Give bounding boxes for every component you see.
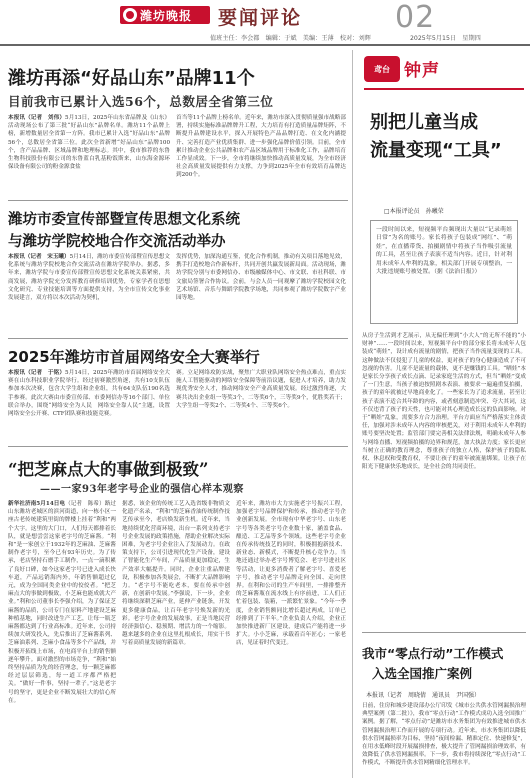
story1-body-col1 (8, 114, 170, 196)
commentary-headline-line1: 别把儿童当成 (370, 112, 478, 133)
story4-byline: 新华社济南5月14日电 (8, 501, 66, 507)
story3-text-col1: 5月14日，2025年潍坊市首届网络安全大赛在山东科技职业学院举行。经过初赛激烈角逐，共有10支队伍参加本次决赛，包含大学生组和企业组，共有64支队伍190名选手参赛。此次大赛由市委宣传部、市委网信办等16个部门、单位联合举办，围绕“网络安全为人民 网络安全靠人民”主题，设置网络安全公开赛、CTF团队赛和技能竞赛。 (8, 370, 170, 418)
story-separator (362, 632, 526, 633)
story2-headline-line2: 与潍坊学院校地合作交流活动举办 (8, 234, 226, 250)
story-separator (8, 446, 348, 447)
story4-body-col1 (8, 500, 116, 782)
staff-credits: 值班主任：李会都 编辑：于斌 美编：王薄 校对：刘辉 (210, 35, 371, 42)
story2-headline-line1: 潍坊市委宣传部暨宣传思想文化系统 (8, 212, 240, 228)
page-number: 02 (395, 0, 436, 35)
story3-headline: 2025年潍坊市首届网络安全大赛举行 (8, 348, 260, 366)
commentary-body: 从房子生活到才艺展示，从无偏任理到“小大人”的无所不能的“小财神”……一段时间以来，短视频平台中的部分家长将未成年人包装成“萌娃”，设计成有流量的剧情，把孩子当作流量变现的工具。这种做法不仅侵犯了儿童的权益，更对孩子的身心健康造成了不可忽视的伤害。儿童不是流量的载体，更不是赚钱的工具。“晒娃”本是家长分享孩子成长点滴、记录家庭生活的方式，但当“晒娃”变成了一门生意，当孩子被迫按照剧本表演、被要求一遍遍重复拍摄，孩子的童年就被过早地商业化了。一些家长为了追求流量，甚至让孩子表演不适合其年龄的内容，或者刻意制造冲突、夸大其词，这不仅违背了孩子的天性，也可能对其心理造成长远的负面影响。对于“晒娃”乱象，需要多方合力治理。平台方面应当严格落实主体责任，加强对涉未成年人内容的审核把关，对于利用未成年人牟利的账号要坚决处置；监管部门要完善相关法律法规，明确未成年人参与网络直播、短视频拍摄的边界和规范，加大执法力度；家长更应当树立正确的教育理念，尊重孩子的独立人格，保护孩子的隐私权、休息权和受教育权，不要让孩子的童年被流量绑架。让孩子在阳光下健康快乐地成长，是全社会的共同责任。 (362, 333, 526, 471)
column-banner (364, 52, 524, 86)
story3-byline: 本报讯（记者 于铭） (8, 370, 66, 376)
column-divider (352, 50, 353, 778)
story4-text-col1: （记者 陈希）路过山东潍坊老城区的滨河街道，向一栋小区一座古老传统建筑里街的牌楼上挂着“利和”两个大字。这里的大门口，人们每天都排着长队，就是想尝尝这家老字号的芝麻酱。“利和”是一家创立于1932年的芝麻油、芝麻酱制作老字号，至今已有93年历史。为了传承，老店坚持石磨手工制作，一点一滴积累了良好口碑，如今这家老字号已进入成长快车道，产品远销海内外，年销售额超过亿元，成为全国同类企业中的佼佼者。“把芝麻点大的事做到极致，小芝麻也能成就大产业。”利和公司董事长李强介绍，为了保证芝麻酱的品质，公司专门在原料产地建设芝麻种植基地，同时改进生产工艺，让每一瓶芝麻酱都达到了行业高标准。近年来，公司持续加大研发投入，先后推出了芝麻酱系列、芝麻油系列、芝麻小食品等多个产品线，并积极开拓线上市场，在电商平台上的销售额逐年攀升。面对激烈的市场竞争，“利和”始终坚持品质为先的经营理念，每一颗芝麻都经过层层筛选，每一道工序都严格把关。“做好一件事，坚持一辈子。”这是老字号的坚守，更是企业不断发展壮大的信心所在。 (8, 501, 116, 704)
story1-subhead: 目前我市已累计入选56个，总数居全省第三位 (8, 94, 274, 109)
story2-body-col2: 发挥优势，加深沟通互鉴，优化合作机制，推动有关项目落地见效，携手打造校地合作新标杆，共同开创共赢发展新局面。活动现场，潍坊学院分别与市委网信办、市级融媒体中心、市文联、市社科联、市文旅局签署合作协议。会前，与会人员一同观摩了潍坊学院校园文化艺术场馆、音乐与舞蹈学院教学场地，共同参观了潍坊学院数字产业园等地。 (176, 254, 346, 302)
masthead (0, 0, 530, 46)
story4-subhead: ——一家93年老字号企业的强信心样本观察 (40, 484, 244, 495)
commentary-abstract: 一段时间以来，短视频平台频现出大量以“记录萌娃日常”为名的账号。家长将孩子包装成“网红”、“萌娃”，在直播带货、拍摄剧情中将孩子当作吸引流量的工具，甚至让孩子表演不适当内容。近日，针对利用未成年人牟利的乱象，相关部门开展专项整治，一大批违规账号被处置。（据《法治日报》） (376, 227, 512, 276)
commentary-headline-line2: 流量变现“工具” (370, 140, 502, 161)
commentary-column (356, 48, 530, 782)
story1-text-col1: 5月13日，2025年山东省品牌及《山东》活动现场公布了第三批“好品山东”品牌名单。潍坊11个品牌上榜，新增数量居全省第一方阵。我市已累计入选“好品山东”品牌56个，总数居全省第三位。此次全省新增“好品山东”品牌100个，含产品品牌、区域品牌和地理标志。其中，我市推荐的东鲁生物科技股份有限公司的东鲁蓝白乳基粉饭斯来，山东海金源环保设备有限公司的粉金源食盐 (8, 115, 170, 171)
story4-body-col3: 近年来，潍坊市大力实施老字号振兴工程，加强老字号品牌保护和传承，推动老字号企业创新发展。全市现有中华老字号、山东老字号等各类老字号企业数十家，涵盖食品、酿造、工艺品等多个领域。这些老字号企业在传承传统技艺的同时，积极拥抱新技术、新业态、新模式，不断提升核心竞争力。当地还通过举办老字号博览会、老字号进社区等活动，让更多消费者了解老字号、喜爱老字号，推动老字号品牌走向全国、走向世界。在利和公司的生产车间里，一排排整齐的芝麻酱瓶在流水线上有序前进，工人们正忙着包装、装箱，一派繁忙景象。“今年一季度，企业销售额同比增长超过两成，订单已经排到了下半年。”企业负责人介绍，企业正加快推进新厂区建设，建成后产能将进一步扩大。小小芝麻，承载着百年匠心；一家老店，见证着时代变迁。 (236, 501, 346, 647)
commentary-byline: □本报评论员 孙曦荣 (384, 208, 444, 215)
story5-headline-line1: 我市“零点行动”工作模式 (362, 646, 504, 661)
logo-circle-icon (123, 8, 137, 22)
banner-rule (364, 88, 524, 90)
commentary-abstract-box (370, 220, 518, 324)
story-separator (8, 338, 348, 339)
story5-byline: 本报讯（记者 周晓倩 通讯员 尹国强） (366, 692, 481, 699)
story2-byline: 本报讯（记者 宋玉曦） (8, 254, 70, 260)
story4-body-col2: 据悉，该企业的传统工艺入选省级非物质文化遗产名录，“利和”的芝麻香油传统制作技艺传承至今，老店焕发新生机。近年来，当地持续优化营商环境，出台一系列支持老字号企业发展的政策措施，帮助企业解决实际困难，为老字号企业注入了发展动力。在政策支持下，公司引进现代化生产设备，建设了智能化生产车间，产品质量更加稳定，生产效率大幅提升。同时，企业注重品牌建设，积极参加各类展会，不断扩大品牌影响力。“老字号不能吃老本，要在传承中创新，在创新中发展。”李强说，下一步，企业将继续深耕芝麻产业，延伸产业链条，开发更多健康食品，让百年老字号焕发新的光彩。老字号企业的发展故事，正是当地民营经济强信心、稳预期、增活力的一个缩影。越来越多的企业在这里扎根成长，用实干书写着高质量发展的新篇章。 (122, 501, 230, 647)
logo-text: 潍坊晚报 (140, 8, 193, 23)
story1-byline: 本报讯（记者 刘伟） (8, 115, 66, 121)
masthead-rule (0, 44, 530, 46)
story5-body: 日前，住房和城乡建设部办公厅印发《城市公共供水管网漏损治理典型案例（第二批）》，我市“零点行动”工作模式成功入选全国推广案例。据了解，“零点行动”是潍坊市水务集团为有效推进城市供水管网漏损治理工作而开展的专项行动。近年来，市水务集团以降低供水管网漏损率为目标，坚持“夜间检漏、精准定位、快速修复”，在用水低峰时段开展漏损排查，极大提升了管网漏损治理效率，有效降低了供水管网漏损率。下一步，我市将持续深化“零点行动”工作模式，不断提升供水管网精细化管理水平。 (362, 703, 526, 767)
story3-body-col1 (8, 369, 170, 443)
banner-badge: 鸢台 (364, 56, 400, 82)
issue-date: 2025年5月15日 星期四 (410, 35, 481, 42)
story1-headline: 潍坊再添“好品山东”品牌11个 (8, 68, 255, 89)
story2-text-col1: 5月14日，潍坊市委宣传部暨宣传思想文化系统与潍坊学院校地合作交流活动在潍坊学院举办。据悉，多年来，潍坊学院与市委宣传部暨宣传思想文化系统关系紧密，共商发展，潍坊学院充分发挥教育研修培训优势，专家学者在思想文化研究、专业技能培训等方面提供支持，为全市宣传文化事业发展建言，双方将以本次活动为契机， (8, 254, 170, 302)
story5-headline-line2: 入选全国推广案例 (372, 666, 473, 681)
story4-headline: “把芝麻点大的事做到极致” (8, 460, 209, 479)
story2-body-col1 (8, 253, 170, 335)
newspaper-logo (120, 6, 210, 24)
story1-body-col2: 首当等11个品牌上榜名单。近年来，潍坊市深入贯彻质量强市战略部署，持续实施标准品牌牌升工程，大力培育有打造质量品牌矩阵，不断提升品牌建设水平，探入开展特色产品品牌打造、在文化内涵提升、完善打造产业优质集群、进一步强化品牌价值引领。目前，全市累计推动企业公共品牌和农产品区域品牌用于标准化工作，品牌培育工作显成效。下一步，全市将继续加快推动高质量发展，为全市经济社会高质量发展提供有力支撑，力争到2025年全市有效培育品牌达到200个。 (176, 115, 346, 179)
story3-body-col2: 赛。立足网络攻防实战，聚焦广大职业队网络安全热点难点，重点实施人工智能驱动的网络安全保障等前沿议题，促进人才培养，助力发现优秀安全人才，推动网络安全产业高质量发展。经过激烈角逐，大赛共决出企业组一等奖3个，二等奖6个，三等奖9个，优胜奖若干；大学生组一等奖2个、二等奖4个、三等奖6个。 (176, 370, 346, 409)
banner-title: 钟声 (404, 61, 440, 81)
story-separator (8, 200, 348, 201)
section-title: 要闻评论 (218, 7, 303, 29)
main-news-column (0, 48, 350, 782)
